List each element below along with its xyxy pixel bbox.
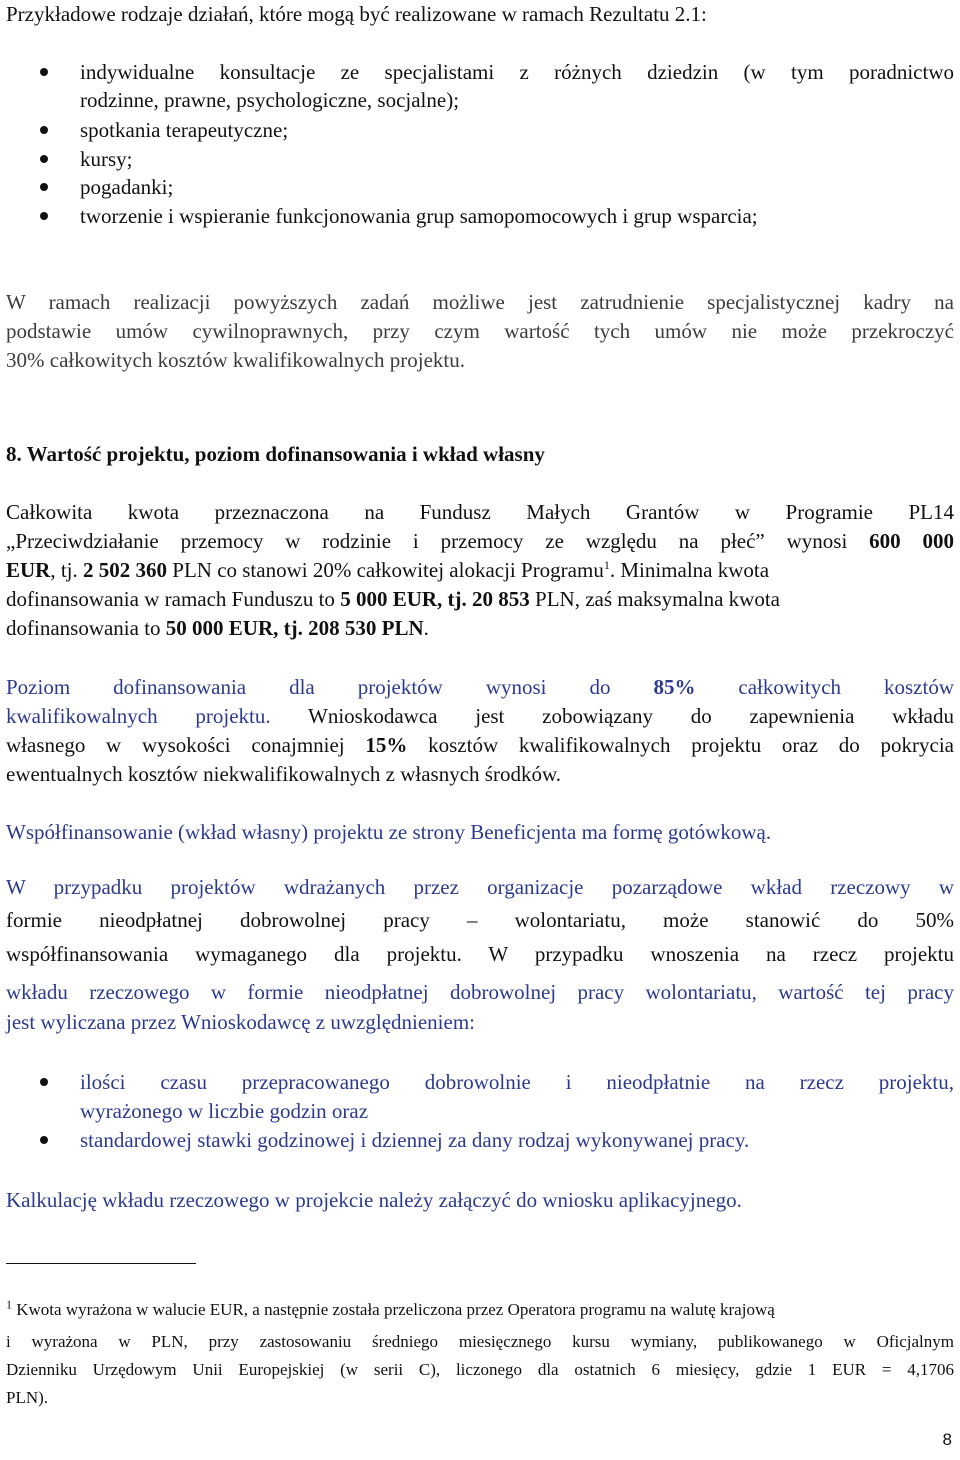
paragraph-line: ewentualnych kosztów niekwalifikowalnych z własnych środków.	[6, 762, 561, 786]
list-item: spotkania terapeutyczne;	[80, 118, 289, 142]
paragraph-line: dofinansowania to 50 000 EUR, tj. 208 530 PLN.	[6, 616, 429, 640]
bullet-icon	[40, 126, 48, 134]
footnote-line: PLN).	[6, 1388, 49, 1407]
list-item: pogadanki;	[80, 175, 174, 199]
list-item: ilości czasu przepracowanego dobrowolnie i nieodpłatnie na rzecz projektu,	[80, 1070, 954, 1094]
list-item: indywidualne konsultacje ze specjalistami z różnych dziedzin (w tym poradnictwo	[80, 60, 954, 84]
paragraph-line: Całkowita kwota przeznaczona na Fundusz Małych Grantów w Programie PL14	[6, 500, 954, 524]
footnote-reference: 1	[603, 558, 610, 572]
paragraph-line: wkładu rzeczowego w formie nieodpłatnej dobrowolnej pracy wolontariatu, wartość tej pracy	[6, 980, 954, 1004]
paragraph-line: W przypadku projektów wdrażanych przez organizacje pozarządowe wkład rzeczowy w	[6, 875, 954, 899]
bullet-icon	[40, 1078, 48, 1086]
section-heading: 8. Wartość projektu, poziom dofinansowania i wkład własny	[6, 442, 545, 466]
paragraph-line: Kalkulację wkładu rzeczowego w projekcie należy załączyć do wniosku aplikacyjnego.	[6, 1188, 742, 1212]
paragraph-line: współfinansowania wymaganego dla projektu. W przypadku wnoszenia na rzecz projektu	[6, 942, 954, 966]
paragraph-line: własnego w wysokości conajmniej 15% kosztów kwalifikowalnych projektu oraz do pokrycia	[6, 733, 954, 757]
paragraph-line: jest wyliczana przez Wnioskodawcę z uwzględnieniem:	[6, 1010, 476, 1034]
list-item: tworzenie i wspieranie funkcjonowania grup samopomocowych i grup wsparcia;	[80, 204, 758, 228]
paragraph-line: Współfinansowanie (wkład własny) projektu ze strony Beneficjenta ma formę gotówkową.	[6, 820, 772, 844]
paragraph-line: Poziom dofinansowania dla projektów wynosi do 85% całkowitych kosztów	[6, 675, 955, 699]
paragraph-line: EUR, tj. 2 502 360 PLN co stanowi 20% całkowitej alokacji Programu$^1$. Minimalna kwota	[6, 558, 770, 582]
paragraph-line: formie nieodpłatnej dobrowolnej pracy – wolontariatu, może stanowić do 50%	[6, 908, 954, 932]
footnote-line: Dzienniku Urzędowym Unii Europejskiej (w serii C), liczonego dla ostatnich 6 miesięcy, gdzie 1 EUR = 4,1706	[6, 1360, 954, 1379]
paragraph-line: „Przeciwdziałanie przemocy w rodzinie i przemocy ze względu na płeć” wynosi 600 000	[6, 529, 954, 553]
list-item-continuation: rodzinne, prawne, psychologiczne, socjalne);	[80, 88, 460, 112]
bullet-icon	[40, 155, 48, 163]
bullet-icon	[40, 1136, 48, 1144]
intro-text: Przykładowe rodzaje działań, które mogą być realizowane w ramach Rezultatu 2.1:	[6, 2, 707, 26]
footnote-separator	[6, 1263, 196, 1264]
bullet-icon	[40, 212, 48, 220]
paragraph-line: 30% całkowitych kosztów kwalifikowalnych projektu.	[6, 348, 465, 372]
paragraph-line: dofinansowania w ramach Funduszu to 5 000 EUR, tj. 20 853 PLN, zaś maksymalna kwota	[6, 587, 780, 611]
bullet-icon	[40, 68, 48, 76]
paragraph-line: W ramach realizacji powyższych zadań możliwe jest zatrudnienie specjalistycznej kadry na	[6, 290, 954, 314]
footnote-line: i wyrażona w PLN, przy zastosowaniu średniego miesięcznego kursu wymiany, publikowanego w Oficjalnym	[6, 1332, 954, 1351]
paragraph-line: podstawie umów cywilnoprawnych, przy czym wartość tych umów nie może przekroczyć	[6, 319, 954, 343]
list-item-continuation: wyrażonego w liczbie godzin oraz	[80, 1099, 369, 1123]
page-number: 8	[942, 1430, 952, 1449]
bullet-icon	[40, 183, 48, 191]
footnote-mark: 1	[6, 1297, 12, 1312]
paragraph-line: kwalifikowalnych projektu. Wnioskodawca jest zobowiązany do zapewnienia wkładu	[6, 704, 954, 728]
list-item: standardowej stawki godzinowej i dziennej za dany rodzaj wykonywanej pracy.	[80, 1128, 750, 1152]
list-item: kursy;	[80, 147, 133, 171]
footnote-line: $^1$ Kwota wyrażona w walucie EUR, a następnie została przeliczona przez Operatora programu na walutę krajową	[6, 1297, 775, 1319]
